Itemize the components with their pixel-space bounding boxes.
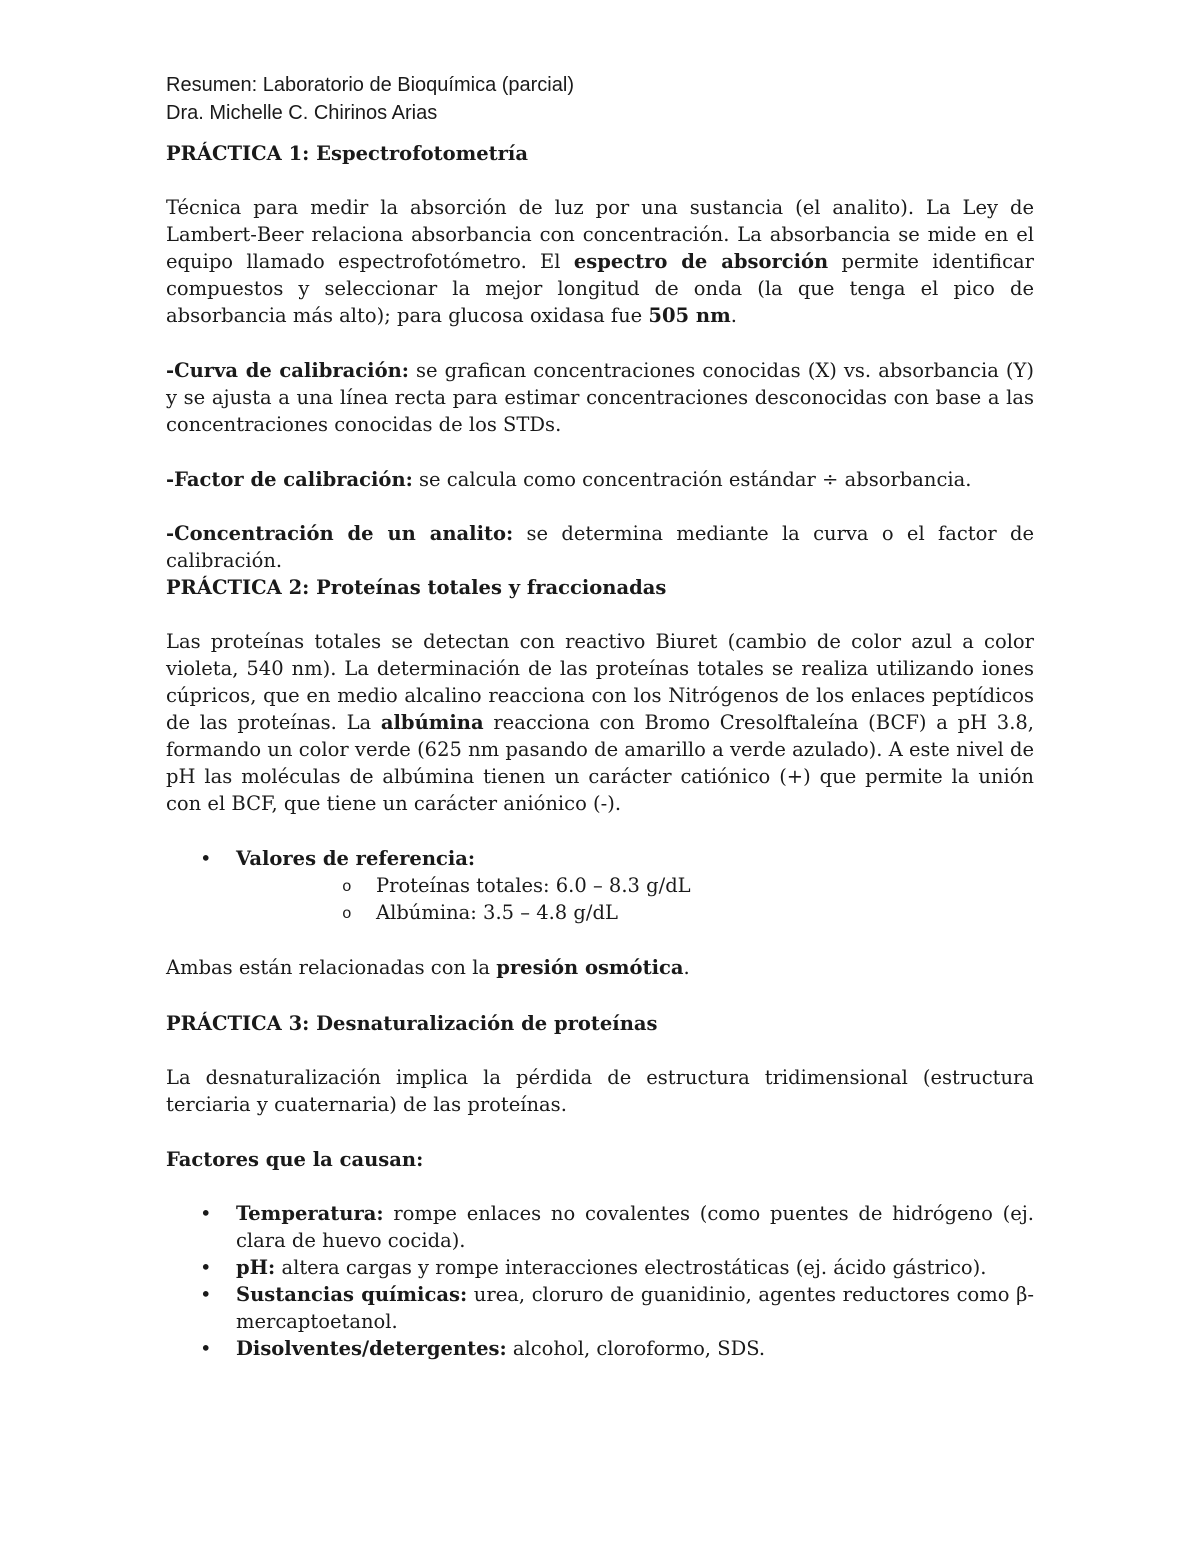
list-item: • Disolventes/detergentes: alcohol, cloroformo, SDS. bbox=[166, 1335, 1034, 1362]
emphasis-albumina: albúmina bbox=[380, 711, 484, 734]
document-author: Dra. Michelle C. Chirinos Arias bbox=[166, 102, 438, 124]
emphasis-presion: presión osmótica bbox=[496, 956, 684, 979]
section-2-body: Las proteínas totales se detectan con reactivo Biuret (cambio de color azul a color violeta, 540 nm). La determinación de las proteínas totales se realiza utilizando iones cúpricos, que en medio alcalino reacciona con los Nitrógenos de los enlaces peptídicos de las proteínas. La albúmina reacciona con Bromo Cresolftaleína (BCF) a pH 3.8, formando un color verde (625 nm pasando de amarillo a verde azulado). A este nivel de pH las moléculas de albúmina tienen un carácter catiónico (+) que permite la unión con el BCF, que tiene un carácter aniónico (-). bbox=[166, 630, 1034, 815]
emphasis-espectro: espectro de absorción bbox=[573, 250, 829, 273]
section-3-heading: PRÁCTICA 3: Desnaturalización de proteínas bbox=[166, 1012, 658, 1035]
section-1-heading: PRÁCTICA 1: Espectrofotometría bbox=[166, 142, 528, 165]
section-2-heading: PRÁCTICA 2: Proteínas totales y fraccionadas bbox=[166, 576, 667, 599]
list-item: • Valores de referencia: o Proteínas totales: 6.0 – 8.3 g/dL o Albúmina: 3.5 – 4.8 g/dL bbox=[166, 845, 1034, 926]
emphasis-wavelength: 505 nm bbox=[648, 304, 731, 327]
factores-heading: Factores que la causan: bbox=[166, 1148, 424, 1171]
curva-paragraph: -Curva de calibración: se grafican concentraciones conocidas (X) vs. absorbancia (Y) y se ajusta a una línea recta para estimar concentraciones desconocidas con base a las concentraciones conocidas de los STDs. bbox=[166, 359, 1034, 436]
document-title: Resumen: Laboratorio de Bioquímica (parcial) bbox=[166, 74, 574, 96]
section-1-intro: Técnica para medir la absorción de luz por una sustancia (el analito). La Ley de Lambert-Beer relaciona absorbancia con concentración. La absorbancia se mide en el equipo llamado espectrofotómetro. El espectro de absorción permite identificar compuestos y seleccionar la mejor longitud de onda (la que tenga el pico de absorbancia más alto); para glucosa oxidasa fue 505 nm. bbox=[166, 196, 1034, 327]
ambas-paragraph: Ambas están relacionadas con la presión osmótica. bbox=[166, 956, 690, 979]
list-item: • pH: altera cargas y rompe interacciones electrostáticas (ej. ácido gástrico). bbox=[166, 1254, 1034, 1281]
factores-list bbox=[166, 1200, 1034, 1362]
list-item: o Proteínas totales: 6.0 – 8.3 g/dL bbox=[236, 872, 1034, 899]
section-3-body: La desnaturalización implica la pérdida de estructura tridimensional (estructura terciaria y cuaternaria) de las proteínas. bbox=[166, 1066, 1034, 1116]
reference-values-list bbox=[166, 845, 1034, 926]
factor-paragraph: -Factor de calibración: se calcula como concentración estándar ÷ absorbancia. bbox=[166, 468, 972, 491]
list-item: • Temperatura: rompe enlaces no covalentes (como puentes de hidrógeno (ej. clara de huevo cocida). bbox=[166, 1200, 1034, 1254]
concentracion-paragraph: -Concentración de un analito: se determina mediante la curva o el factor de calibración. bbox=[166, 522, 1034, 572]
list-item: o Albúmina: 3.5 – 4.8 g/dL bbox=[236, 899, 1034, 926]
list-item: • Sustancias químicas: urea, cloruro de guanidinio, agentes reductores como β-mercaptoetanol. bbox=[166, 1281, 1034, 1335]
